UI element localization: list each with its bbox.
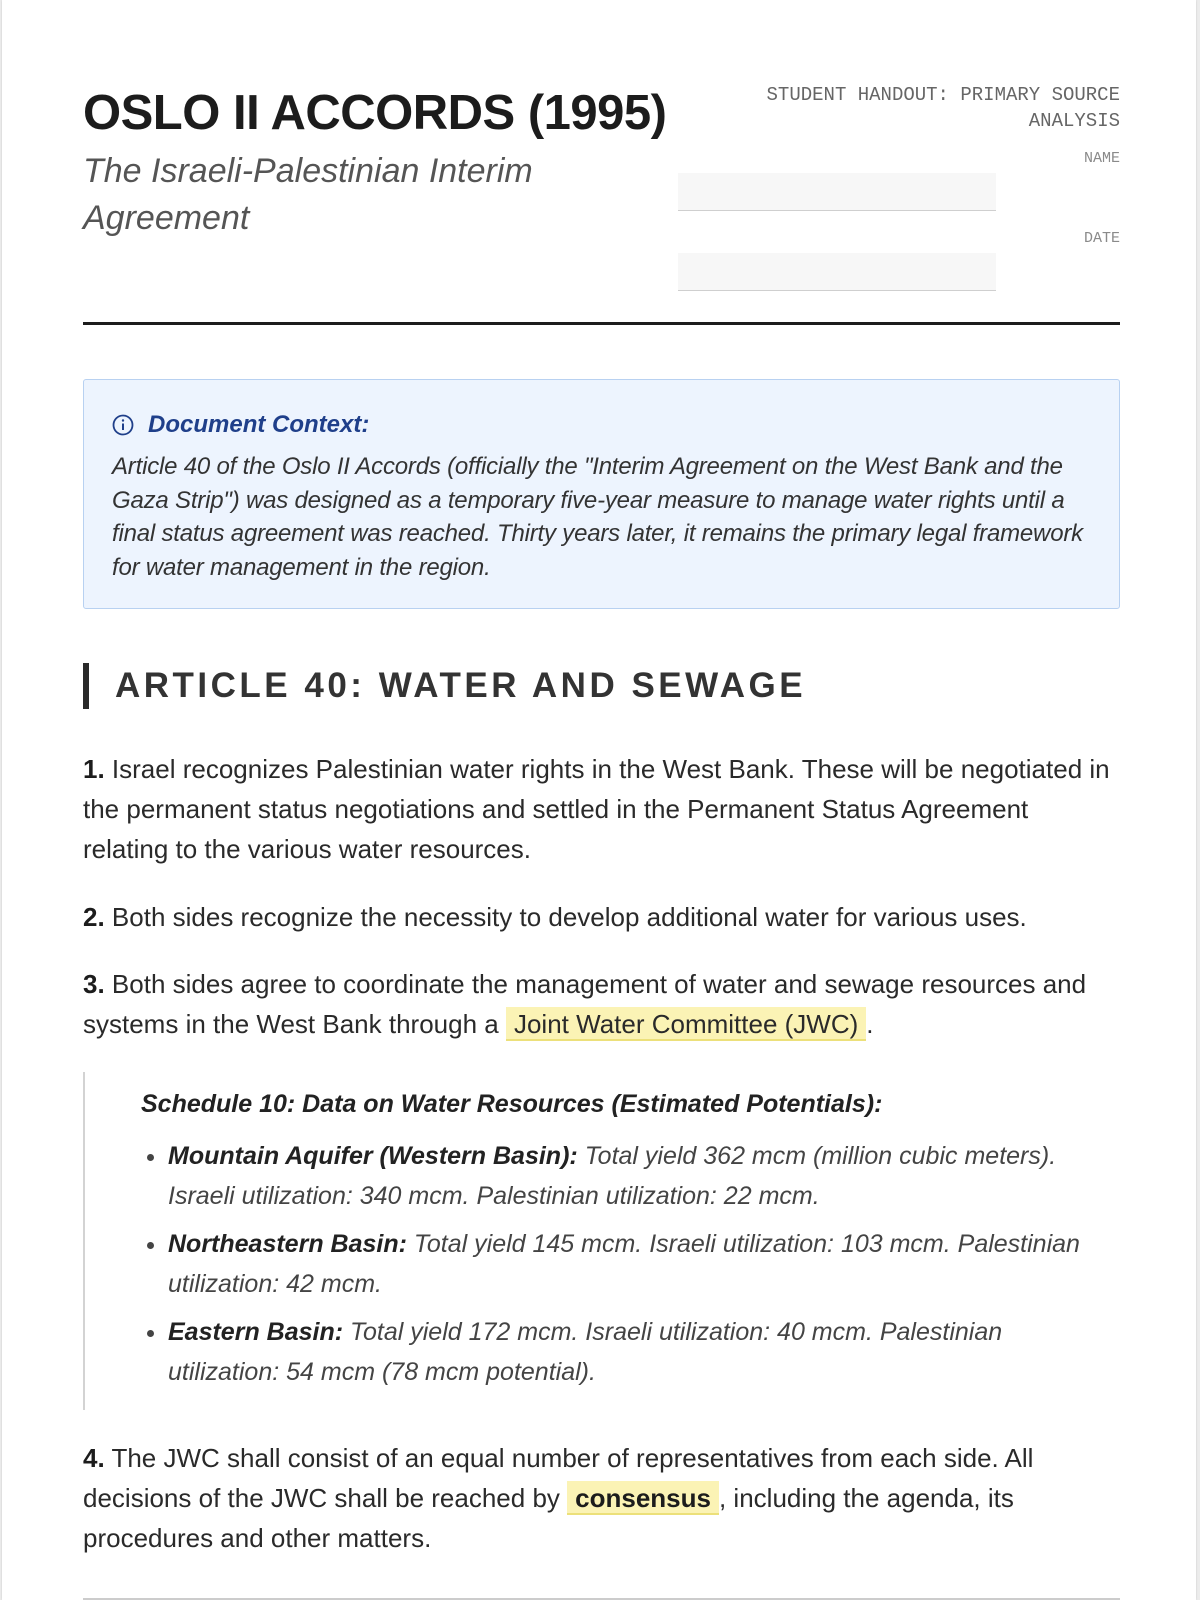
highlighted-term-jwc: Joint Water Committee (JWC) xyxy=(506,1007,866,1041)
header xyxy=(83,82,1120,326)
name-field[interactable] xyxy=(678,173,996,211)
paragraph-text: Both sides agree to coordinate the management of water and sewage resources and systems in the West Bank through a xyxy=(83,969,1087,1039)
article-paragraph-2 xyxy=(83,897,1120,937)
schedule-10-quote xyxy=(83,1072,1120,1410)
paragraph-text-end: . xyxy=(866,1009,874,1039)
context-body: Article 40 of the Oslo II Accords (officially the "Interim Agreement on the West Bank and the Gaza Strip") was designed as a temporary five-year measure to manage water rights until a final status agreement was reached. Thirty years later, it remains the primary legal framework for water management in the region. xyxy=(112,453,1083,581)
article-paragraph-3 xyxy=(83,964,1120,1044)
basin-name: Eastern Basin: xyxy=(168,1318,344,1346)
highlighted-term-consensus: consensus xyxy=(567,1481,719,1515)
article-paragraph-4 xyxy=(83,1438,1120,1558)
handout-page xyxy=(2,0,1196,1600)
paragraph-number: 1. xyxy=(83,754,105,784)
article-heading: ARTICLE 40: WATER AND SEWAGE xyxy=(83,663,1120,709)
date-field[interactable] xyxy=(678,253,996,291)
basin-detail: Total yield 145 mcm. Israeli utilization: 103 mcm. Palestinian utilization: 42 mcm. xyxy=(168,1230,1080,1298)
paragraph-number: 3. xyxy=(83,969,105,999)
list-item xyxy=(168,1224,1120,1304)
paragraph-number: 2. xyxy=(83,902,105,932)
header-divider xyxy=(83,322,1120,325)
list-item xyxy=(168,1136,1120,1216)
basin-detail: Total yield 172 mcm. Israeli utilization: 40 mcm. Palestinian utilization: 54 mcm (78 mcm potential). xyxy=(168,1318,1003,1386)
schedule-list xyxy=(141,1136,1120,1392)
info-icon xyxy=(112,414,134,436)
page-title: OSLO II ACCORDS (1995) xyxy=(83,86,667,140)
article-paragraph-1 xyxy=(83,749,1120,869)
context-title: Document Context: xyxy=(148,411,370,438)
paragraph-text: Israel recognizes Palestinian water rights in the West Bank. These will be negotiated in the permanent status negotiations and settled in the Permanent Status Agreement relating to the various water resources. xyxy=(83,754,1110,864)
basin-name: Northeastern Basin: xyxy=(168,1230,407,1258)
paragraph-text: The JWC shall consist of an equal number of representatives from each side. All decisions of the JWC shall be reached by xyxy=(83,1443,1034,1513)
paragraph-text-end: , including the agenda, its procedures and other matters. xyxy=(83,1483,1014,1553)
handout-label: STUDENT HANDOUT: PRIMARY SOURCE ANALYSIS xyxy=(766,84,1120,132)
paragraph-number: 4. xyxy=(83,1443,105,1473)
name-label: NAME xyxy=(1083,150,1120,167)
page-subtitle: The Israeli-Palestinian Interim Agreement xyxy=(83,152,533,237)
paragraph-text: Both sides recognize the necessity to develop additional water for various uses. xyxy=(111,902,1027,932)
date-label: DATE xyxy=(1083,230,1120,247)
list-item xyxy=(168,1312,1120,1392)
schedule-title: Schedule 10: Data on Water Resources (Estimated Potentials): xyxy=(141,1090,883,1118)
basin-detail: Total yield 362 mcm (million cubic meters). Israeli utilization: 340 mcm. Palestinian utilization: 22 mcm. xyxy=(168,1142,1057,1210)
context-header xyxy=(112,410,1091,440)
document-context-box xyxy=(83,379,1120,609)
basin-name: Mountain Aquifer (Western Basin): xyxy=(168,1142,578,1170)
